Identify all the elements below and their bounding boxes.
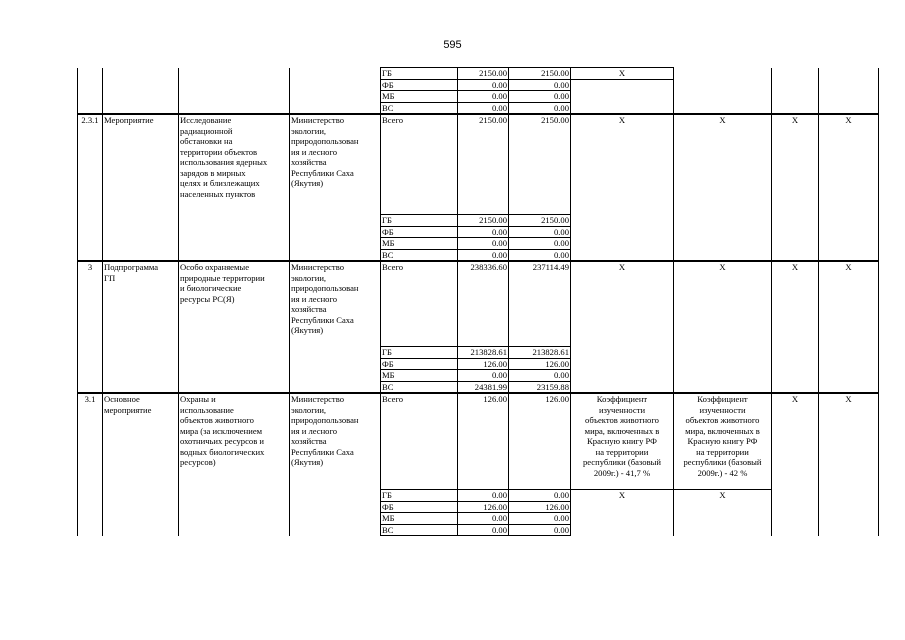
value-cell: 0.00 [509, 490, 571, 502]
source-label: ФБ [381, 79, 458, 91]
x-mark: Х [819, 393, 879, 536]
value-cell: 126.00 [509, 358, 571, 370]
source-label: ВС [381, 524, 458, 536]
source-label: МБ [381, 513, 458, 525]
item-code: 3.1 [78, 393, 103, 536]
item-name: Охраны и использование объектов животного мира (за исключением охотничьих ресурсов и водных биологических ресурсов) [179, 393, 290, 536]
x-mark: Х [571, 68, 674, 80]
value-cell: 23159.88 [509, 381, 571, 393]
table-row [78, 68, 879, 80]
value-cell: 126.00 [458, 501, 509, 513]
item-type: Подпрограмма ГП [103, 261, 179, 393]
value-cell: 0.00 [458, 524, 509, 536]
item-organization: Министерство экологии, природопользован ия и лесного хозяйства Республики Саха (Якутия) [290, 114, 381, 261]
table-row [78, 114, 879, 215]
source-label: ВС [381, 102, 458, 114]
source-label: Всего [381, 393, 458, 490]
item-code: 2.3.1 [78, 114, 103, 261]
x-mark: Х [819, 261, 879, 393]
x-mark: Х [674, 490, 772, 536]
item-code: 3 [78, 261, 103, 393]
indicator-text: Коэффициент изученности объектов животного мира, включенных в Красную книгу РФ на территории республики (базовый 2009г.) - 41,7 % [571, 393, 674, 490]
value-cell: 0.00 [458, 91, 509, 103]
value-cell: 2150.00 [509, 68, 571, 80]
value-cell: 0.00 [509, 226, 571, 238]
value-cell: 0.00 [458, 226, 509, 238]
source-label: Всего [381, 261, 458, 347]
x-mark: Х [772, 393, 819, 536]
value-cell: 126.00 [458, 393, 509, 490]
source-label: ГБ [381, 347, 458, 359]
x-mark: Х [772, 261, 819, 393]
value-cell: 0.00 [509, 238, 571, 250]
value-cell: 0.00 [458, 490, 509, 502]
item-name: Исследование радиационной обстановки на территории объектов использования ядерных зарядов в мирных целях и близлежащих населенных пунктов [179, 114, 290, 261]
budget-table [77, 67, 879, 536]
item-organization: Министерство экологии, природопользован ия и лесного хозяйства Республики Саха (Якутия) [290, 393, 381, 536]
x-mark: Х [674, 114, 772, 261]
indicator-text: Коэффициент изученности объектов животного мира, включенных в Красную книгу РФ на территории республики (базовый 2009г.) - 42 % [674, 393, 772, 490]
value-cell: 0.00 [509, 102, 571, 114]
value-cell: 0.00 [458, 238, 509, 250]
item-type: Основное мероприятие [103, 393, 179, 536]
source-label: ФБ [381, 358, 458, 370]
source-label: МБ [381, 238, 458, 250]
source-label: Всего [381, 114, 458, 215]
value-cell: 0.00 [509, 513, 571, 525]
value-cell: 0.00 [509, 79, 571, 91]
value-cell: 2150.00 [509, 215, 571, 227]
value-cell: 0.00 [458, 370, 509, 382]
value-cell: 213828.61 [458, 347, 509, 359]
source-label: ФБ [381, 226, 458, 238]
value-cell: 237114.49 [509, 261, 571, 347]
value-cell: 0.00 [509, 524, 571, 536]
source-label: МБ [381, 91, 458, 103]
value-cell: 238336.60 [458, 261, 509, 347]
item-type: Мероприятие [103, 114, 179, 261]
value-cell: 0.00 [509, 249, 571, 261]
source-label: ГБ [381, 68, 458, 80]
value-cell: 2150.00 [458, 68, 509, 80]
table-row [78, 393, 879, 490]
value-cell: 126.00 [458, 358, 509, 370]
source-label: ГБ [381, 490, 458, 502]
value-cell: 126.00 [509, 393, 571, 490]
x-mark: Х [772, 114, 819, 261]
value-cell: 0.00 [458, 249, 509, 261]
x-mark: Х [571, 114, 674, 261]
value-cell: 0.00 [509, 370, 571, 382]
value-cell: 2150.00 [458, 215, 509, 227]
value-cell: 2150.00 [509, 114, 571, 215]
x-mark: Х [674, 261, 772, 393]
source-label: МБ [381, 370, 458, 382]
source-label: ГБ [381, 215, 458, 227]
value-cell: 0.00 [458, 513, 509, 525]
value-cell: 213828.61 [509, 347, 571, 359]
page-number: 595 [443, 39, 462, 51]
table-row [78, 261, 879, 347]
value-cell: 2150.00 [458, 114, 509, 215]
x-mark: Х [819, 114, 879, 261]
value-cell: 0.00 [509, 91, 571, 103]
item-organization: Министерство экологии, природопользован ия и лесного хозяйства Республики Саха (Якутия) [290, 261, 381, 393]
value-cell: 0.00 [458, 102, 509, 114]
value-cell: 24381.99 [458, 381, 509, 393]
value-cell: 126.00 [509, 501, 571, 513]
source-label: ВС [381, 381, 458, 393]
source-label: ФБ [381, 501, 458, 513]
x-mark: Х [571, 490, 674, 536]
x-mark: Х [571, 261, 674, 393]
value-cell: 0.00 [458, 79, 509, 91]
source-label: ВС [381, 249, 458, 261]
item-name: Особо охраняемые природные территории и биологические ресурсы РС(Я) [179, 261, 290, 393]
